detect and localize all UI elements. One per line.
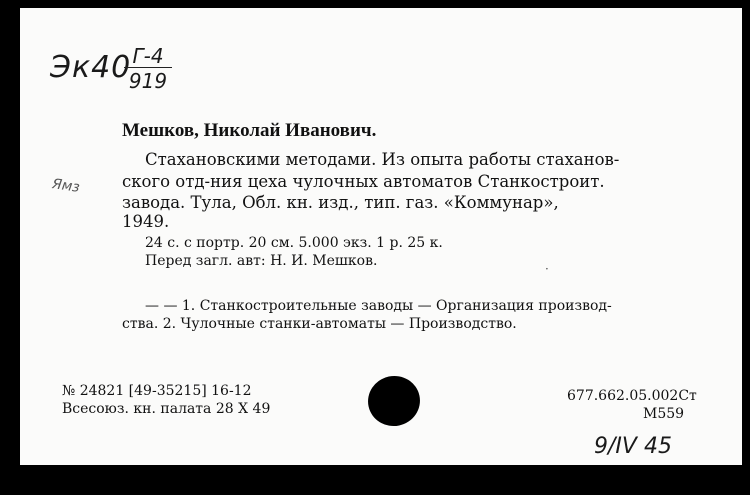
fraction-bottom: 919 xyxy=(128,69,168,93)
title-line-2: ского отд-ния цеха чулочных автоматов Станкостроит. xyxy=(122,172,605,191)
handwritten-call-number: Эк40 xyxy=(50,50,132,85)
stray-mark: · xyxy=(545,262,549,276)
fraction-top: Г-4 xyxy=(124,45,172,68)
scan-border-top xyxy=(0,0,750,8)
subjects-line-1: — — 1. Станкостроительные заводы — Организация производ- xyxy=(145,298,612,314)
handwritten-margin-note: Ямз xyxy=(51,176,81,196)
collation-line: 24 с. с портр. 20 см. 5.000 экз. 1 р. 25 к. xyxy=(145,235,443,251)
handwritten-date-mark: 9/IV 45 xyxy=(594,434,672,459)
title-line-3: завода. Тула, Обл. кн. изд., тип. газ. «Коммунар», xyxy=(122,193,559,212)
note-line: Перед загл. авт: Н. И. Мешков. xyxy=(145,253,378,269)
classification-code: 677.662.05.002Ст xyxy=(567,388,697,404)
registry-chamber: Всесоюз. кн. палата 28 X 49 xyxy=(62,401,271,417)
scan-border-bottom xyxy=(0,465,750,495)
author-heading: Мешков, Николай Иванович. xyxy=(122,120,377,141)
registry-number: № 24821 [49-35215] 16-12 xyxy=(62,383,252,399)
title-line-4: 1949. xyxy=(122,212,170,231)
cutter-number: М559 xyxy=(643,406,685,422)
handwritten-call-fraction xyxy=(118,45,178,92)
title-line-1: Стахановскими методами. Из опыта работы стаханов- xyxy=(145,150,620,169)
scan-border-right xyxy=(742,0,750,495)
scan-border-left xyxy=(0,0,20,495)
subjects-line-2: ства. 2. Чулочные станки-автоматы — Производство. xyxy=(122,316,517,332)
